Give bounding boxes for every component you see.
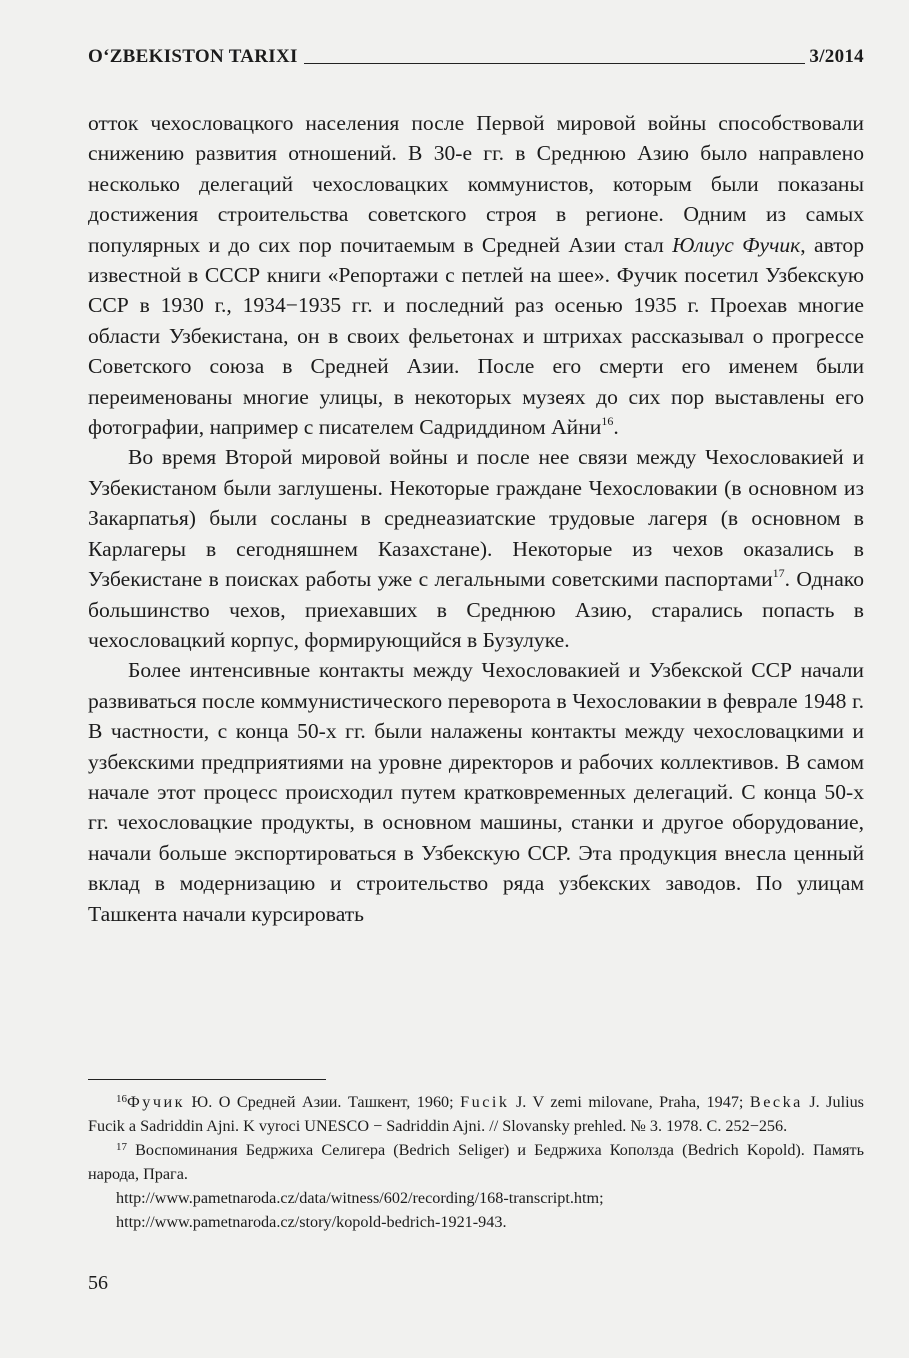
footnote-17-number: 17: [116, 1141, 127, 1153]
footnote-16: [88, 1090, 864, 1138]
footnote-17-url-2: http://www.pametnaroda.cz/story/kopold-bedrich-1921-943.: [116, 1213, 507, 1231]
journal-title: O‘ZBEKISTON TARIXI: [88, 46, 298, 67]
footnote-ref-17: 17: [772, 566, 785, 581]
footnote-16-number: 16: [116, 1093, 127, 1105]
paragraph-2: [88, 442, 864, 655]
paragraph-1-text-b: , автор известной в СССР книги «Репортажи с петлей на шее». Фучик посетил Узбекскую ССР в 1930 г., 1934−1935 гг. и последний раз осенью 1935 г. Проехав многие области Узбекистана, он в своих фельетонах и штрихах рассказывал о прогрессе Советского союза в Средней Азии. После его смерти его именем были переименованы многие улицы, в некоторых музеях до сих пор выставлены его фотографии, например с писателем Садриддином Айни: [88, 232, 865, 440]
paragraph-2-text-a: Во время Второй мировой войны и после нее связи между Чехословакией и Узбекистаном были заглушены. Некоторые граждане Чехословакии (в основном из Закарпатья) были сосланы в среднеазиатские трудовые лагеря (в основном в Карлагеры в сегодняшнем Казахстане). Некоторые из чехов оказались в Узбекистане в поисках работы уже с легальными советскими паспортами: [88, 445, 864, 592]
footnotes: [88, 1090, 864, 1234]
main-text: [88, 108, 864, 929]
footnote-16-author-3: Becka: [749, 1093, 803, 1111]
footnote-16-text-2: J. V zemi milovane, Praha, 1947;: [509, 1093, 750, 1111]
footnote-ref-16: 16: [601, 414, 614, 429]
person-name-italic: Юлиус Фучик: [672, 232, 801, 257]
footnote-16-author-1: Фучик: [127, 1093, 186, 1111]
footnote-16-author-2: Fucik: [460, 1093, 510, 1111]
paragraph-1: [88, 108, 864, 442]
footnote-17-url-1: http://www.pametnaroda.cz/data/witness/602/recording/168-transcript.htm;: [116, 1189, 604, 1207]
paragraph-1-text-a: отток чехословацкого населения после Первой мировой войны способствовали снижению развития отношений. В 30-е гг. в Среднюю Азию было направлено несколько делегаций чехословацких коммунистов, которым были показаны достижения строительства советского строя в регионе. Одним из самых популярных и до сих пор почитаемым в Средней Азии стал: [88, 111, 864, 257]
page-number: 56: [88, 1272, 108, 1294]
footnote-16-text-3: J. Julius Fucik a Sadriddin Ajni. K vyroci UNESCO − Sadriddin Ajni. // Slovansky prehled. № 3. 1978. С. 252−256.: [88, 1093, 864, 1135]
running-header: [88, 46, 864, 68]
footnote-separator: [88, 1079, 326, 1080]
footnote-17-text: Воспоминания Бедржиха Селигера (Bedrich Seliger) и Бедржиха Коползда (Bedrich Kopold). Память народа, Прага.: [88, 1141, 864, 1183]
paragraph-1-end: .: [613, 415, 619, 440]
header-rule: [304, 63, 806, 64]
issue-number: 3/2014: [809, 46, 864, 67]
paragraph-2-text-b: . Однако большинство чехов, приехавших в Среднюю Азию, старались попасть в чехословацкий корпус, формирующийся в Бузулуке.: [88, 567, 864, 652]
footnote-17: [88, 1138, 864, 1234]
paragraph-3: Более интенсивные контакты между Чехословакией и Узбекской ССР начали развиваться после коммунистического переворота в Чехословакии в феврале 1948 г. В частности, с конца 50-х гг. были налажены контакты между чехословацкими и узбекскими предприятиями на уровне директоров и рабочих коллективов. В самом начале этот процесс происходил путем кратковременных делегаций. С конца 50-х гг. чехословацкие продукты, в основном машины, станки и другое оборудование, начали больше экспортироваться в Узбекскую ССР. Эта продукция внесла ценный вклад в модернизацию и строительство ряда узбекских заводов. По улицам Ташкента начали курсировать: [88, 658, 864, 926]
footnote-16-text-1: Ю. О Средней Азии. Ташкент, 1960;: [185, 1093, 461, 1111]
